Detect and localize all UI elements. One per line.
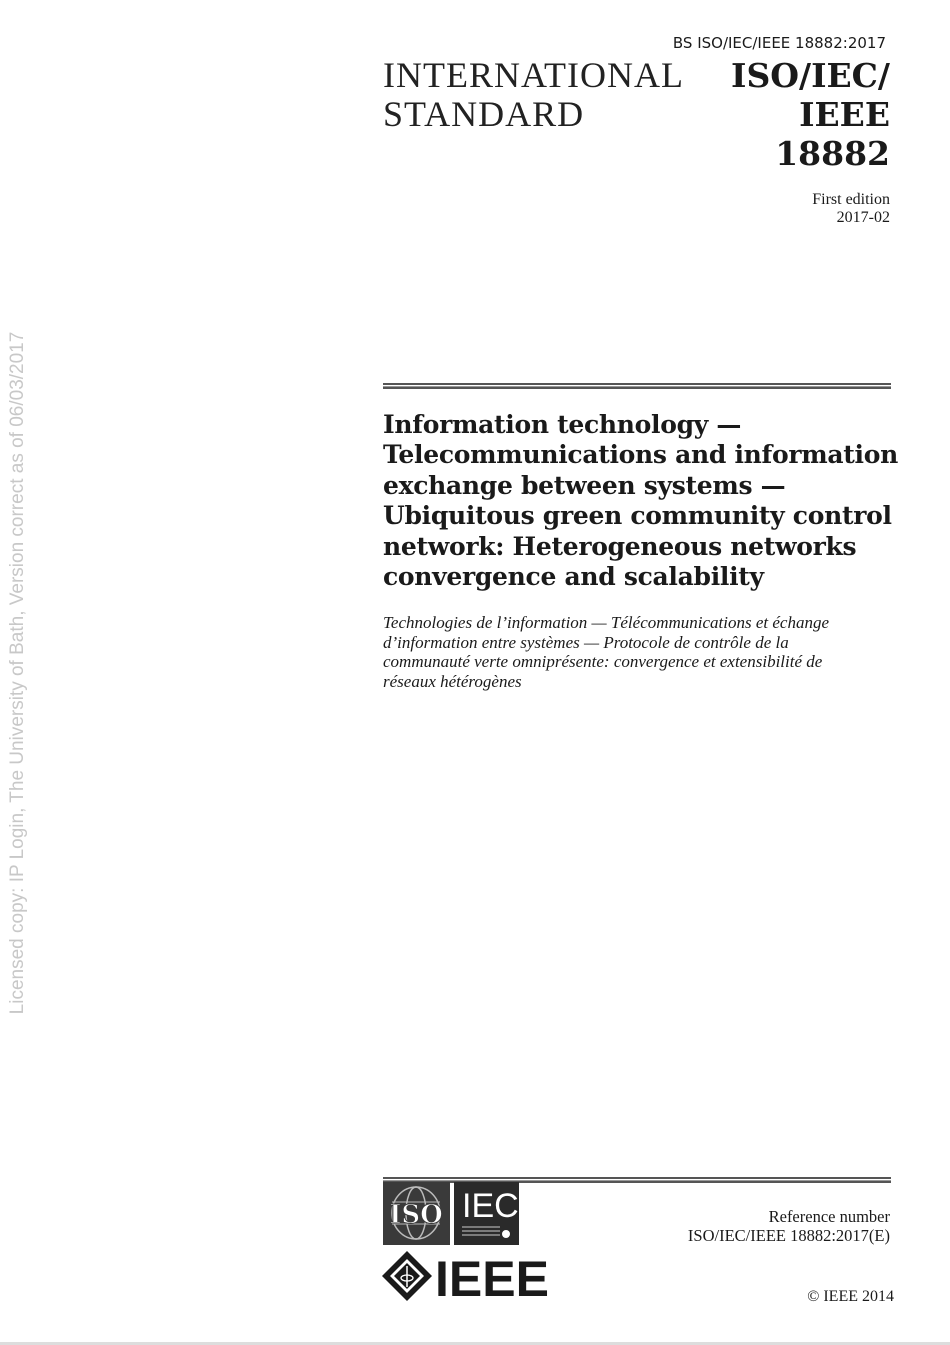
- license-watermark: Licensed copy: IP Login, The University of Bath, Version correct as of 06/03/2017: [7, 331, 28, 1015]
- svg-text:ISO: ISO: [389, 1200, 443, 1230]
- title-line: convergence and scalability: [383, 562, 764, 592]
- doc-type-line: INTERNATIONAL: [383, 55, 684, 95]
- ieee-logo: [381, 1250, 557, 1308]
- title-line: Telecommunications and information: [383, 440, 898, 470]
- standard-number: [731, 56, 890, 173]
- document-type: [383, 56, 684, 134]
- edition-date: 2017-02: [836, 209, 890, 226]
- doc-type-line: STANDARD: [383, 94, 585, 134]
- title-line: Ubiquitous green community control: [383, 501, 892, 531]
- iec-lines-icon: [454, 1224, 514, 1240]
- title-line: network: Heterogeneous networks: [383, 531, 857, 561]
- english-title: [383, 410, 903, 592]
- french-title-line: communauté verte omniprésente: convergence et extensibilité de: [383, 652, 823, 671]
- edition-info: [812, 191, 890, 227]
- edition-label: First edition: [812, 191, 890, 208]
- globe-icon: [383, 1182, 450, 1245]
- french-title-line: d’information entre systèmes — Protocole de contrôle de la: [383, 632, 789, 652]
- reference-number: [688, 1207, 890, 1245]
- svg-text:IEEE: IEEE: [435, 1251, 549, 1304]
- reference-label: Reference number: [768, 1207, 890, 1226]
- french-title-line: réseaux hétérogènes: [383, 671, 522, 691]
- iec-logo: IEC: [454, 1182, 519, 1245]
- standard-number-line: 18882: [775, 134, 890, 173]
- standard-number-line: IEEE: [799, 95, 890, 134]
- title-line: exchange between systems —: [383, 470, 786, 500]
- french-title-line: Technologies de l’information — Télécommunications et échange: [383, 613, 830, 632]
- top-divider: [383, 383, 891, 389]
- ieee-diamond-icon: [381, 1250, 557, 1304]
- designation-header: BS ISO/IEC/IEEE 18882:2017: [672, 34, 886, 52]
- title-line: Information technology —: [383, 410, 742, 439]
- reference-value: ISO/IEC/IEEE 18882:2017(E): [687, 1226, 890, 1245]
- standard-number-line: ISO/IEC/: [731, 56, 890, 95]
- iso-logo: [383, 1182, 450, 1245]
- french-title: [383, 613, 903, 691]
- copyright: © IEEE 2014: [807, 1288, 894, 1305]
